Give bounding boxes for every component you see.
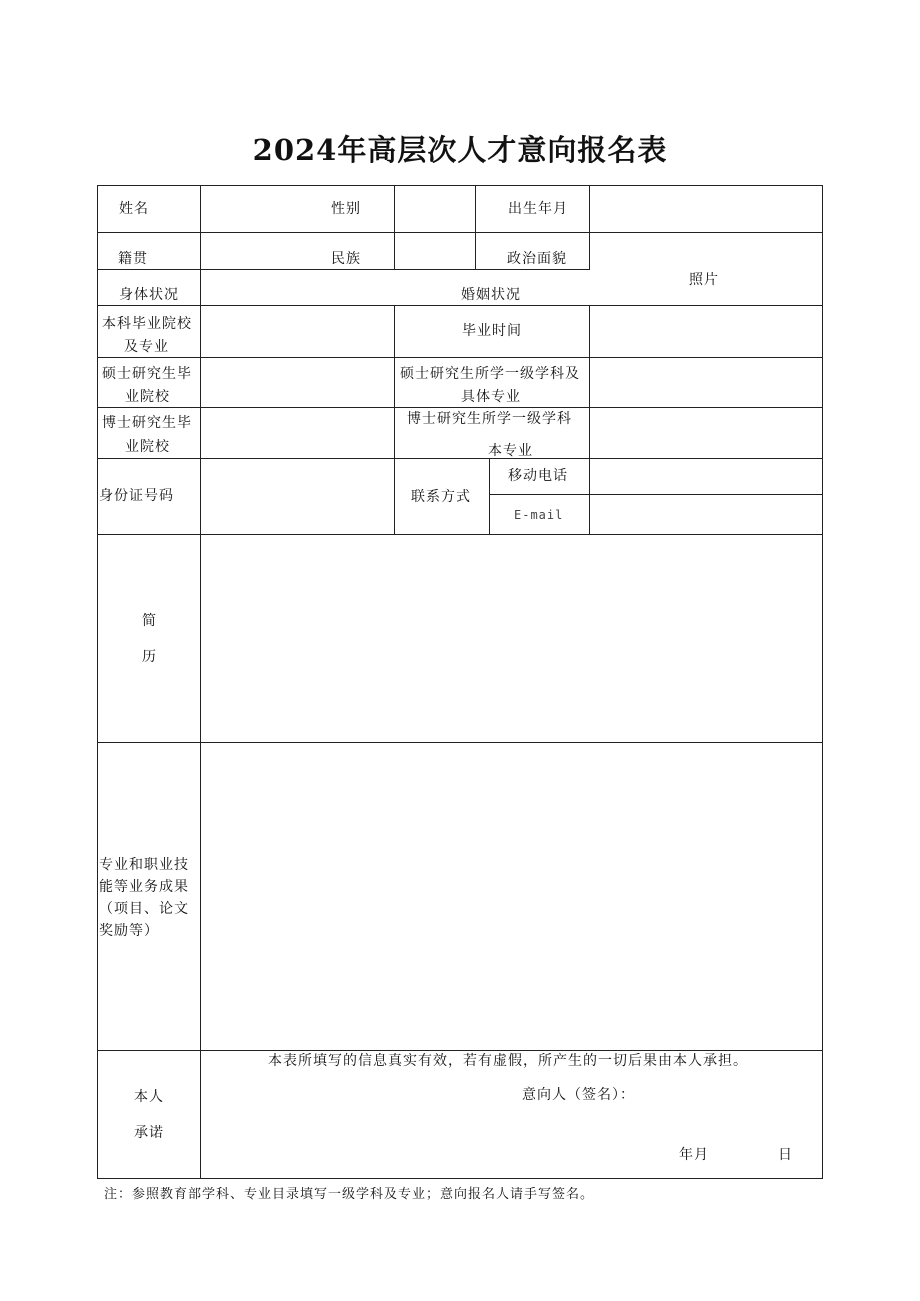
label-grad-time: 毕业时间 [462, 323, 522, 339]
ethnicity-field[interactable] [395, 233, 475, 269]
email-field[interactable] [590, 495, 822, 534]
phd-school-field[interactable] [201, 408, 394, 458]
label-birth: 出生年月 [508, 201, 568, 217]
health-field[interactable] [201, 270, 394, 305]
table-border-right [822, 185, 823, 1179]
label-native-place: 籍贯 [118, 251, 148, 267]
label-achievements-2: 能等业务成果 [99, 879, 189, 895]
table-border-bottom [97, 1178, 823, 1179]
label-political-status: 政治面貌 [507, 251, 567, 267]
id-number-field[interactable] [201, 459, 394, 534]
label-marital: 婚姻状况 [461, 287, 521, 303]
mobile-field[interactable] [590, 459, 822, 494]
label-master-school-2: 业院校 [125, 389, 170, 405]
label-photo: 照片 [689, 272, 719, 288]
achievements-field[interactable] [201, 743, 822, 1050]
label-bachelor-school: 本科毕业院校 [102, 316, 192, 332]
footnote: 注：参照教育部学科、专业目录填写一级学科及专业；意向报名人请手写签名。 [104, 1187, 595, 1202]
label-mobile: 移动电话 [508, 468, 568, 484]
master-major-field[interactable] [590, 358, 822, 407]
label-phd-major: 博士研究生所学一级学科 [407, 411, 572, 427]
label-achievements-4: 奖励等） [99, 923, 159, 939]
label-email: E-mail [514, 508, 564, 522]
label-resume-2: 历 [142, 649, 157, 665]
label-pledge-2: 承诺 [134, 1125, 164, 1141]
label-date-year-month: 年月 [679, 1147, 709, 1163]
form-title: 2024年高层次人才意向报名表 [252, 133, 668, 167]
col-divider [489, 458, 490, 535]
resume-field[interactable] [201, 535, 822, 742]
label-date-day: 日 [778, 1147, 793, 1163]
bachelor-school-field[interactable] [201, 306, 394, 357]
row-divider [97, 1050, 823, 1051]
pledge-text: 本表所填写的信息真实有效，若有虚假，所产生的一切后果由本人承担。 [268, 1053, 748, 1069]
label-health: 身体状况 [119, 287, 179, 303]
label-gender: 性别 [331, 201, 361, 217]
label-phd-school-2: 业院校 [125, 439, 170, 455]
label-master-school: 硕士研究生毕 [102, 366, 192, 382]
col-divider [475, 185, 476, 270]
birth-field[interactable] [590, 186, 822, 232]
label-master-major: 硕士研究生所学一级学科及 [400, 366, 580, 382]
label-ethnicity: 民族 [331, 251, 361, 267]
phd-major-field[interactable] [590, 408, 822, 458]
master-school-field[interactable] [201, 358, 394, 407]
label-phd-school: 博士研究生毕 [102, 415, 192, 431]
gender-field[interactable] [395, 186, 475, 232]
label-bachelor-major: 及专业 [124, 339, 169, 355]
label-phd-major-2: 本专业 [488, 443, 533, 459]
table-border-left [97, 185, 98, 1179]
label-pledge-1: 本人 [134, 1089, 164, 1105]
label-id-number: 身份证号码 [99, 488, 174, 504]
label-resume-1: 简 [142, 613, 157, 629]
col-divider [394, 305, 395, 535]
label-signature: 意向人（签名）： [522, 1087, 635, 1103]
label-achievements-3: （项目、论文 [99, 901, 189, 917]
name-field[interactable] [201, 186, 321, 232]
label-master-major-2: 具体专业 [461, 389, 521, 405]
political-status-field[interactable] [590, 233, 822, 269]
grad-time-field[interactable] [590, 306, 822, 357]
native-place-field[interactable] [201, 233, 321, 269]
label-contact: 联系方式 [411, 489, 471, 505]
label-name: 姓名 [119, 201, 149, 217]
label-achievements-1: 专业和职业技 [99, 857, 189, 873]
